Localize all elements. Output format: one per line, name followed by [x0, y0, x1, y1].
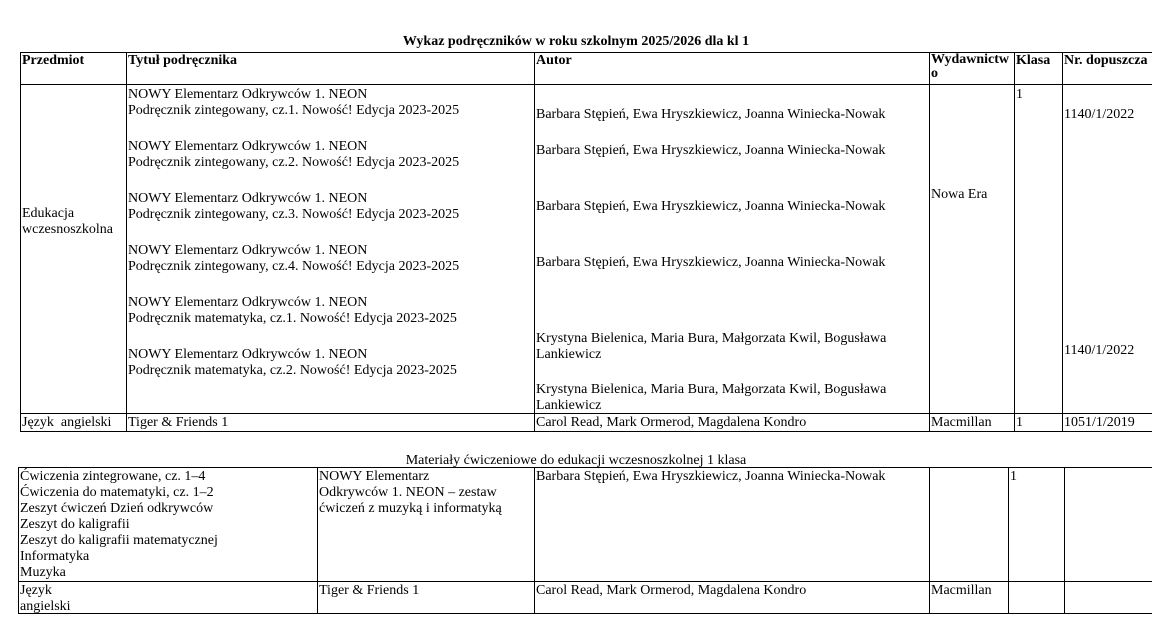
materials-item: Zeszyt do kaligrafii matematycznej: [20, 533, 218, 548]
textbook-title-line2: Podręcznik zintegowany, cz.4. Nowość! Edycja 2023-2025: [128, 259, 460, 274]
textbook-title-line2: Podręcznik zintegowany, cz.1. Nowość! Edycja 2023-2025: [128, 103, 460, 118]
materials-author: Barbara Stępień, Ewa Hryszkiewicz, Joanna Winiecka-Nowak: [536, 469, 886, 484]
math-author-1: [536, 331, 886, 363]
materials-row2-publisher: Macmillan: [931, 583, 992, 598]
table2-col-border: [534, 467, 535, 613]
textbook-title-line1: NOWY Elementarz Odkrywców 1. NEON: [128, 295, 368, 310]
row1-approval-2: 1140/1/2022: [1064, 343, 1135, 358]
table1-title: Wykaz podręczników w roku szkolnym 2025/2026 dla kl 1: [402, 34, 750, 49]
materials-item: Ćwiczenia do matematyki, cz. 1–2: [20, 485, 214, 500]
textbook-title-line1: NOWY Elementarz Odkrywców 1. NEON: [128, 139, 368, 154]
header-textbook: Tytuł podręcznika: [128, 53, 238, 68]
textbook-title-line2: Podręcznik zintegowany, cz.3. Nowość! Edycja 2023-2025: [128, 207, 460, 222]
math-author-line1: Krystyna Bielenica, Maria Bura, Małgorzata Kwil, Bogusława: [536, 331, 887, 346]
materials-title: [319, 469, 502, 517]
table2-border-bottom: [18, 613, 1152, 614]
math-author-line2: Lankiewicz: [536, 398, 602, 413]
table2-col-border: [1064, 467, 1065, 613]
materials-row2-subject-line1: Język: [20, 583, 52, 598]
author-4: Barbara Stępień, Ewa Hryszkiewicz, Joanna Winiecka-Nowak: [536, 255, 886, 270]
materials-row2-title: Tiger & Friends 1: [319, 583, 420, 598]
materials-item: Informatyka: [20, 549, 90, 564]
table1-border-bottom: [20, 431, 1152, 432]
materials-grade: 1: [1010, 469, 1017, 484]
table1-col-border: [534, 52, 535, 431]
table2-col-border: [929, 467, 930, 613]
math-author-line2: Lankiewicz: [536, 347, 602, 362]
textbook-title-line1: NOWY Elementarz Odkrywców 1. NEON: [128, 87, 368, 102]
row1-approval-1: 1140/1/2022: [1064, 107, 1135, 122]
header-publisher-line2: o: [931, 66, 938, 81]
row2-author: Carol Read, Mark Ormerod, Magdalena Kondro: [536, 415, 807, 430]
author-2: Barbara Stępień, Ewa Hryszkiewicz, Joanna Winiecka-Nowak: [536, 143, 886, 158]
table2-col-border: [18, 467, 19, 613]
materials-item: Zeszyt ćwiczeń Dzień odkrywców: [20, 501, 214, 516]
author-1: Barbara Stępień, Ewa Hryszkiewicz, Joanna Winiecka-Nowak: [536, 107, 886, 122]
math-author-2: [536, 382, 886, 414]
textbook-title-4: [128, 243, 459, 275]
author-3: Barbara Stępień, Ewa Hryszkiewicz, Joanna Winiecka-Nowak: [536, 199, 886, 214]
materials-item: Muzyka: [20, 565, 66, 580]
textbook-title-line2: Podręcznik matematyka, cz.1. Nowość! Edycja 2023-2025: [128, 311, 457, 326]
textbook-title-5: [128, 295, 457, 327]
table2-title: Materiały ćwiczeniowe do edukacji wczesnoszkolnej 1 klasa: [405, 453, 747, 468]
header-author: Autor: [536, 53, 572, 68]
table1-col-border: [20, 52, 21, 431]
textbook-title-line1: NOWY Elementarz Odkrywców 1. NEON: [128, 191, 368, 206]
row2-title: Tiger & Friends 1: [128, 415, 229, 430]
textbook-title-line2: Podręcznik matematyka, cz.2. Nowość! Edycja 2023-2025: [128, 363, 457, 378]
materials-title-line: Odkrywców 1. NEON – zestaw: [319, 485, 497, 500]
row2-approval: 1051/1/2019: [1064, 415, 1135, 430]
header-subject: Przedmiot: [22, 53, 85, 68]
materials-row2-author: Carol Read, Mark Ormerod, Magdalena Kondro: [536, 583, 807, 598]
textbook-title-2: [128, 139, 459, 171]
materials-item: Ćwiczenia zintegrowane, cz. 1–4: [20, 469, 206, 484]
table1-col-border: [126, 52, 127, 431]
textbook-title-6: [128, 347, 457, 379]
textbook-title-1: [128, 87, 459, 119]
materials-item: Zeszyt do kaligrafii: [20, 517, 130, 532]
table1-col-border: [1014, 52, 1015, 431]
header-publisher: [931, 53, 1014, 81]
row1-subject: [22, 206, 113, 238]
row1-grade: 1: [1016, 87, 1023, 102]
table1-col-border: [1062, 52, 1063, 431]
table2-col-border: [1008, 467, 1009, 613]
header-grade: Klasa: [1016, 53, 1051, 68]
table1-border-header: [20, 84, 1152, 85]
row2-publisher: Macmillan: [931, 415, 992, 430]
header-approval: Nr. dopuszcza: [1064, 53, 1148, 68]
header-publisher-line1: Wydawnictw: [931, 53, 1010, 67]
row1-publisher: Nowa Era: [931, 187, 988, 202]
textbook-title-3: [128, 191, 459, 223]
materials-row2-subject-line2: angielski: [20, 599, 71, 614]
textbook-title-line2: Podręcznik zintegowany, cz.2. Nowość! Edycja 2023-2025: [128, 155, 460, 170]
table2-col-border: [317, 467, 318, 613]
textbook-title-line1: NOWY Elementarz Odkrywców 1. NEON: [128, 243, 368, 258]
table1-col-border: [929, 52, 930, 431]
math-author-line1: Krystyna Bielenica, Maria Bura, Małgorzata Kwil, Bogusława: [536, 382, 887, 397]
materials-title-line: NOWY Elementarz: [319, 469, 430, 484]
row2-subject: Język angielski: [22, 415, 112, 430]
materials-title-line: ćwiczeń z muzyką i informatyką: [319, 501, 502, 516]
materials-list: [20, 469, 218, 581]
row1-subject-line1: Edukacja: [22, 206, 75, 221]
table2-border-top: [18, 467, 1152, 468]
row2-grade: 1: [1016, 415, 1023, 430]
textbook-title-line1: NOWY Elementarz Odkrywców 1. NEON: [128, 347, 368, 362]
table2-border-row1: [18, 581, 1152, 582]
row1-subject-line2: wczesnoszkolna: [22, 222, 113, 237]
materials-row2-subject: [20, 583, 71, 615]
